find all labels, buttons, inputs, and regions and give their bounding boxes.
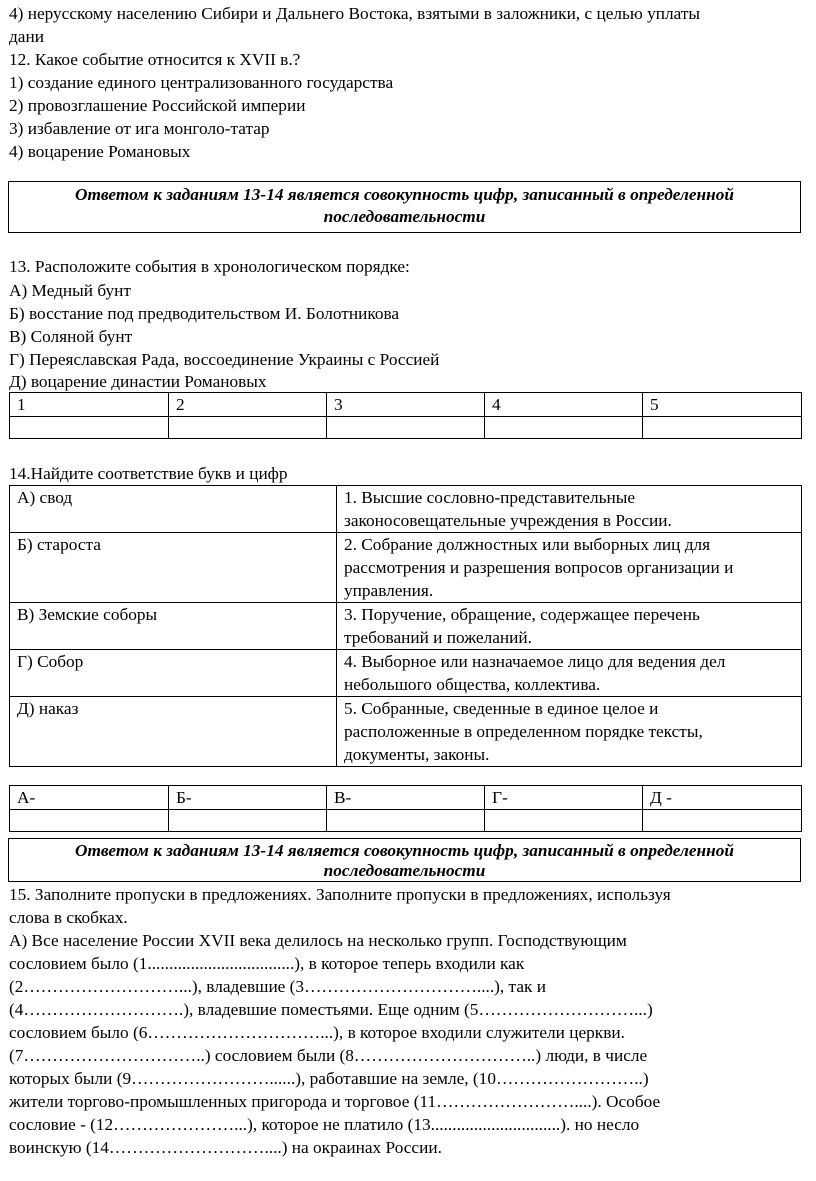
question-12-title: 12. Какое событие относится к XVII в.? bbox=[9, 50, 301, 69]
text-line: жители торгово-промышленных пригорода и торговое (11……………………....). Особое bbox=[9, 1092, 661, 1111]
option-line: 2) провозглашение Российской империи bbox=[9, 96, 306, 115]
order-header-cell: 3 bbox=[327, 393, 485, 417]
instruction-line: последовательности bbox=[323, 861, 486, 880]
text-line: (7…………………………..) сословием были (8…………………………..) люди, в числе bbox=[9, 1046, 648, 1065]
term-cell: В) Земские соборы bbox=[10, 603, 337, 650]
instruction-box bbox=[8, 181, 801, 233]
text-line: воинскую (14………………………....) на окраинах России. bbox=[9, 1138, 442, 1157]
matching-answer-table bbox=[9, 785, 802, 832]
term-cell: Д) наказ bbox=[10, 697, 337, 767]
text-line: 4) нерусскому населению Сибири и Дальнего Востока, взятыми в заложники, с целью уплаты bbox=[9, 4, 700, 23]
option-line: 1) создание единого централизованного государства bbox=[9, 73, 394, 92]
definition-line: 5. Собранные, сведенные в единое целое и bbox=[344, 699, 659, 718]
text-line: которых были (9……………………......), работавшие на земле, (10……………………..) bbox=[9, 1069, 649, 1088]
definition-cell bbox=[337, 603, 802, 650]
definition-line: расположенные в определенном порядке тексты, bbox=[344, 722, 703, 741]
term-cell: А) свод bbox=[10, 486, 337, 533]
definition-line: управления. bbox=[344, 581, 434, 600]
order-answer-cell[interactable] bbox=[643, 417, 802, 439]
text-line: (2………………………...), владевшие (3…………………………....), так и bbox=[9, 977, 546, 996]
definition-line: 2. Собрание должностных или выборных лиц для bbox=[344, 535, 711, 554]
event-line: Б) восстание под предводительством И. Болотникова bbox=[9, 304, 400, 323]
term-cell: Г) Собор bbox=[10, 650, 337, 697]
option-line: 3) избавление от ига монголо-татар bbox=[9, 119, 270, 138]
answer-cell[interactable] bbox=[485, 810, 643, 832]
answer-cell[interactable] bbox=[643, 810, 802, 832]
term-cell: Б) староста bbox=[10, 533, 337, 603]
text-line: дани bbox=[9, 27, 44, 46]
event-line: Д) воцарение династии Романовых bbox=[9, 372, 267, 391]
definition-cell bbox=[337, 697, 802, 767]
question-15-title: 15. Заполните пропуски в предложениях. Заполните пропуски в предложениях, используя bbox=[9, 885, 671, 904]
definition-line: требований и пожеланий. bbox=[344, 628, 532, 647]
question-15 bbox=[9, 883, 799, 1159]
answer-header-cell: Д - bbox=[643, 786, 802, 810]
order-header-cell: 5 bbox=[643, 393, 802, 417]
order-header-cell: 2 bbox=[169, 393, 327, 417]
event-line: В) Соляной бунт bbox=[9, 327, 133, 346]
text-line: А) Все население России XVII века делилось на несколько групп. Господствующим bbox=[9, 931, 627, 950]
text-line: сословием было (6…………………………...), в которое входили служители церкви. bbox=[9, 1023, 625, 1042]
order-header-cell: 4 bbox=[485, 393, 643, 417]
answer-cell[interactable] bbox=[10, 810, 169, 832]
definition-cell bbox=[337, 533, 802, 603]
answer-header-cell: А- bbox=[10, 786, 169, 810]
definition-line: рассмотрения и разрешения вопросов организации и bbox=[344, 558, 734, 577]
event-line: А) Медный бунт bbox=[9, 281, 131, 300]
order-answer-cell[interactable] bbox=[485, 417, 643, 439]
text-line: (4……………………….), владевшие поместьями. Еще одним (5………………………...) bbox=[9, 1000, 653, 1019]
answer-header-cell: Б- bbox=[169, 786, 327, 810]
definition-line: 3. Поручение, обращение, содержащее перечень bbox=[344, 605, 700, 624]
definition-line: небольшого общества, коллектива. bbox=[344, 675, 601, 694]
answer-header-cell: В- bbox=[327, 786, 485, 810]
order-table bbox=[9, 392, 802, 439]
order-header-cell: 1 bbox=[10, 393, 169, 417]
definition-line: 4. Выборное или назначаемое лицо для ведения дел bbox=[344, 652, 726, 671]
definition-cell bbox=[337, 486, 802, 533]
text-line: сословие - (12…………………...), которое не платило (13..............................). но несло bbox=[9, 1115, 640, 1134]
definition-line: законосовещательные учреждения в России. bbox=[344, 511, 672, 530]
question-14-title: 14.Найдите соответствие букв и цифр bbox=[9, 464, 288, 483]
definition-cell bbox=[337, 650, 802, 697]
instruction-box bbox=[8, 838, 801, 882]
answer-header-cell: Г- bbox=[485, 786, 643, 810]
question-13-title: 13. Расположите события в хронологическом порядке: bbox=[9, 257, 410, 276]
instruction-line: Ответом к заданиям 13-14 является совокупность цифр, записанный в определенной bbox=[74, 841, 734, 860]
text-line: сословием было (1..................................), в которое теперь входили как bbox=[9, 954, 525, 973]
definition-line: 1. Высшие сословно-представительные bbox=[344, 488, 636, 507]
order-answer-cell[interactable] bbox=[327, 417, 485, 439]
definition-line: документы, законы. bbox=[344, 745, 490, 764]
answer-cell[interactable] bbox=[169, 810, 327, 832]
text-line: слова в скобках. bbox=[9, 908, 128, 927]
option-line: 4) воцарение Романовых bbox=[9, 142, 191, 161]
instruction-line: последовательности bbox=[323, 207, 486, 226]
matching-table bbox=[9, 485, 802, 767]
order-answer-cell[interactable] bbox=[169, 417, 327, 439]
order-answer-cell[interactable] bbox=[10, 417, 169, 439]
answer-cell[interactable] bbox=[327, 810, 485, 832]
event-line: Г) Переяславская Рада, воссоединение Украины с Россией bbox=[9, 350, 440, 369]
instruction-line: Ответом к заданиям 13-14 является совокупность цифр, записанный в определенной bbox=[74, 185, 734, 204]
